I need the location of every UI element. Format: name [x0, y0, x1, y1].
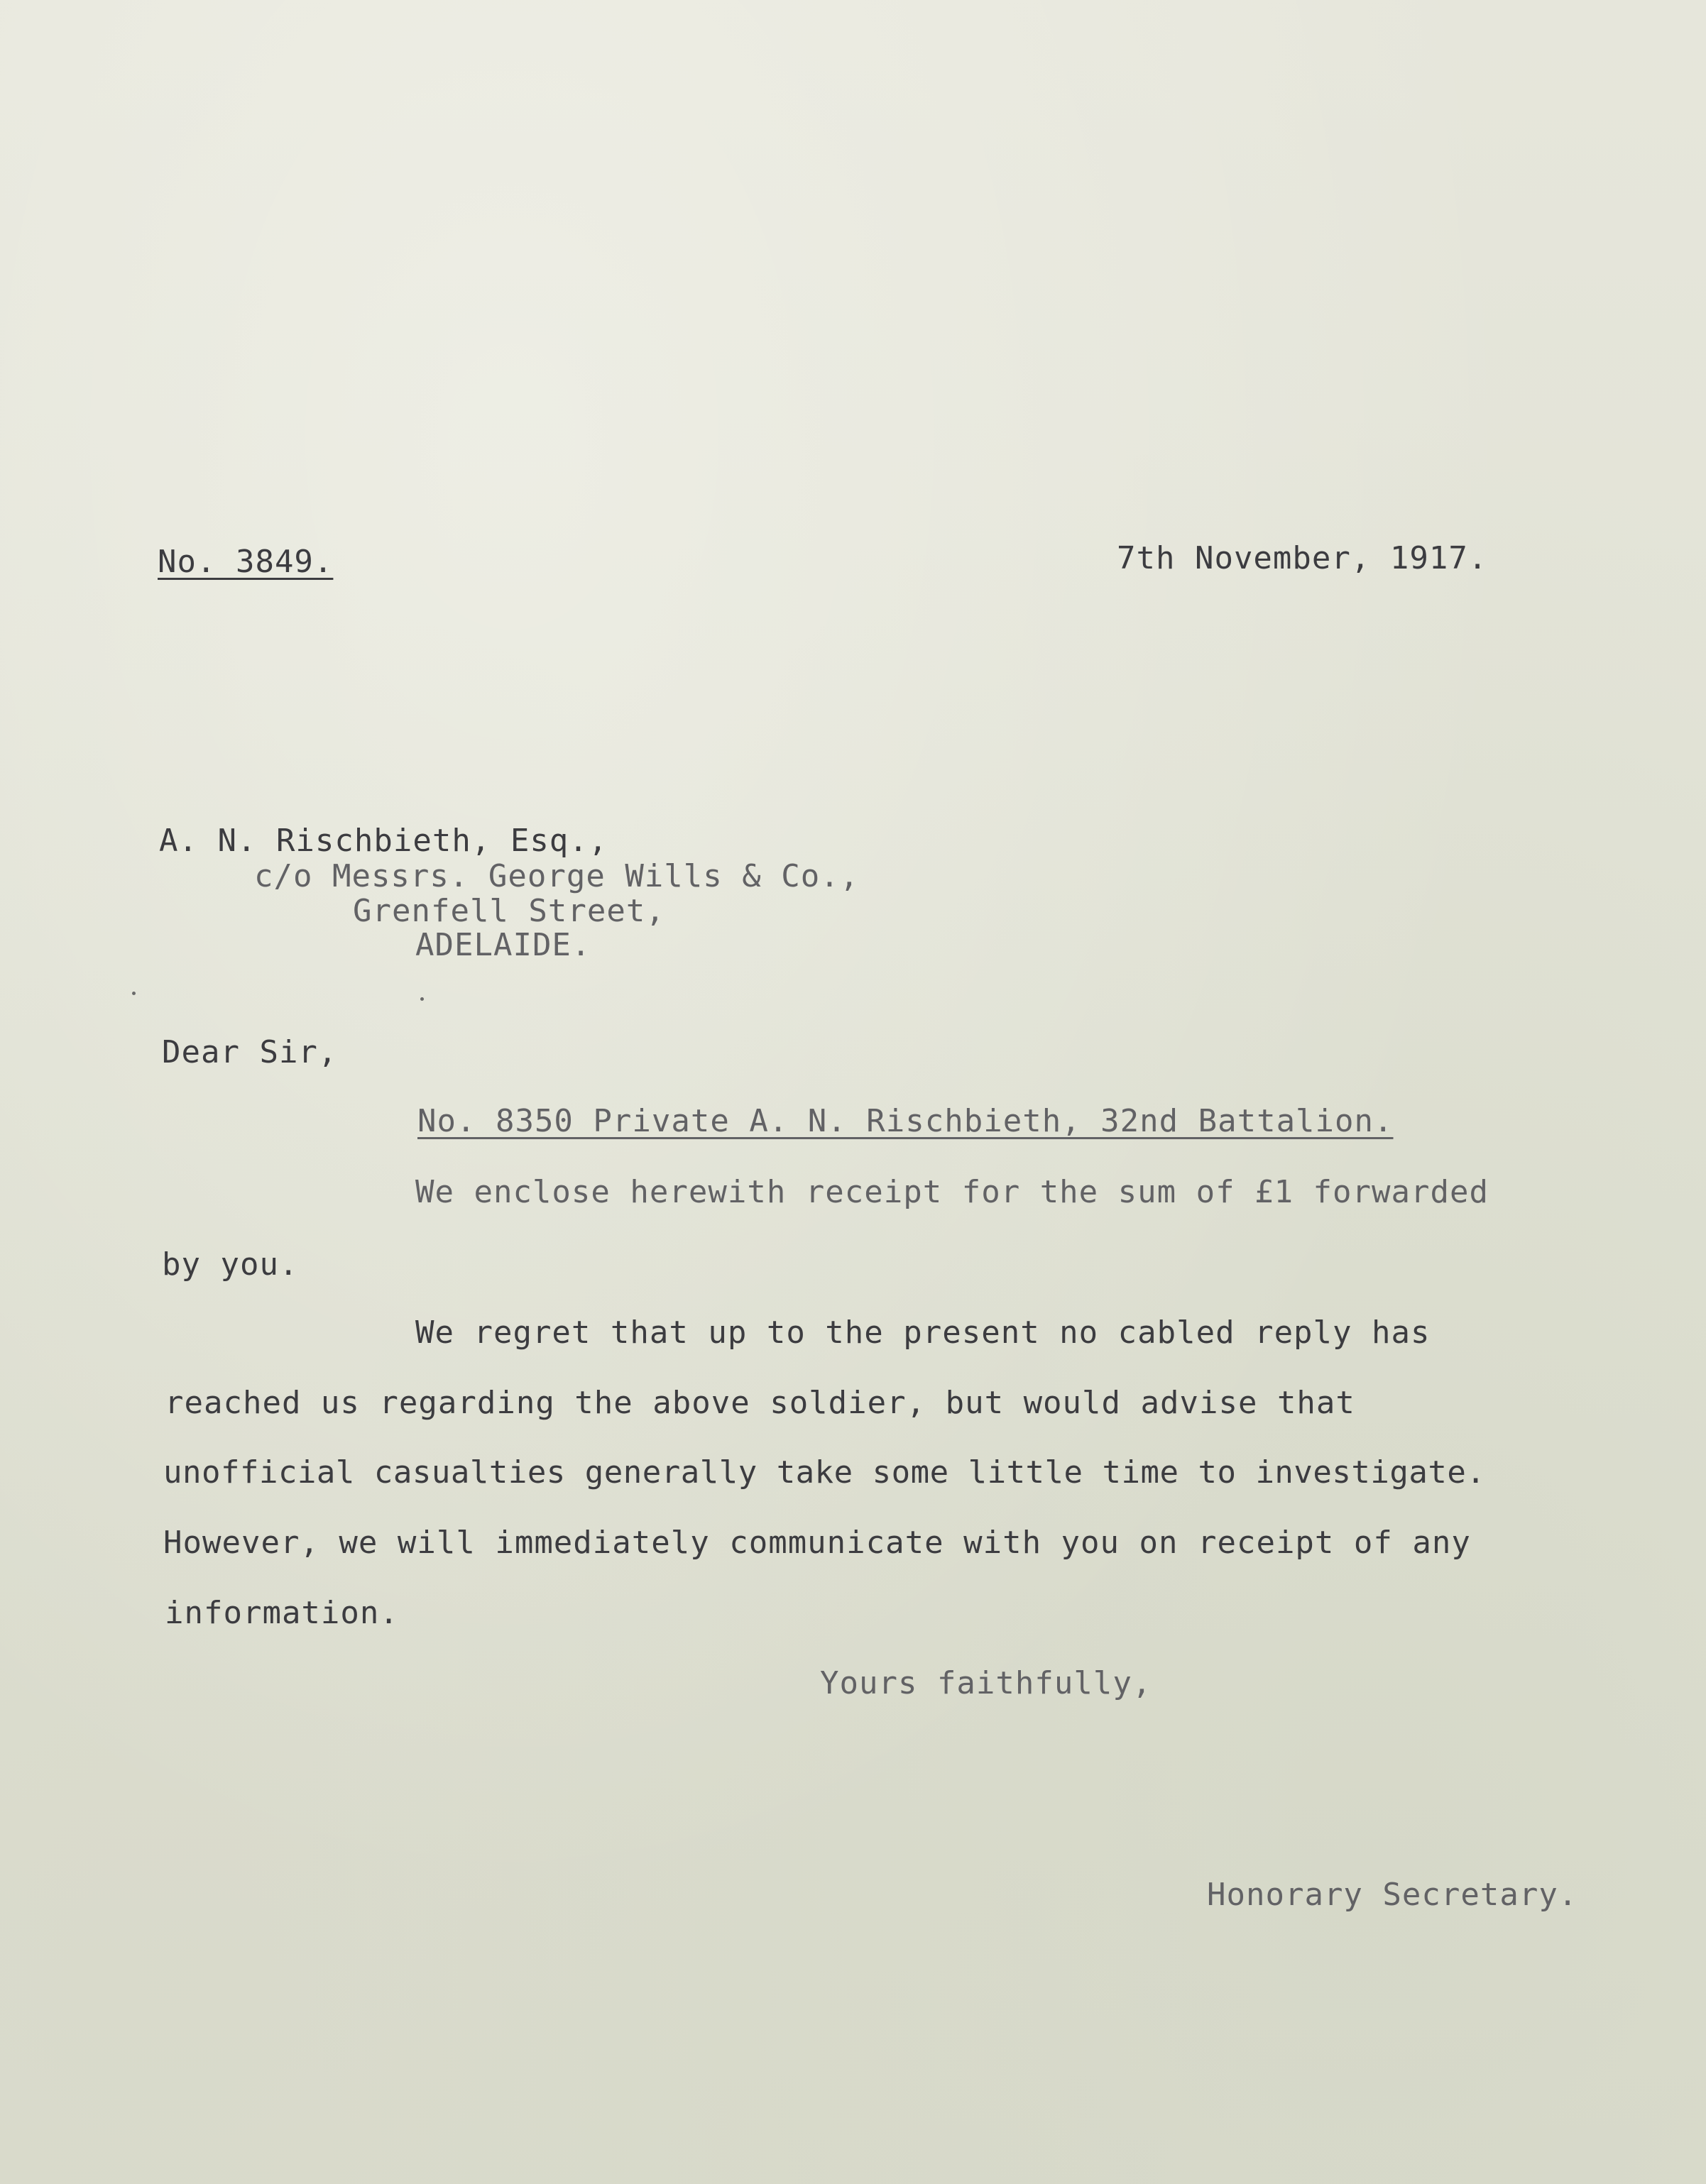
- address-line-3: Grenfell Street,: [353, 893, 665, 929]
- body-paragraph-1-line-1: We enclose herewith receipt for the sum of £1 forwarded: [415, 1174, 1489, 1210]
- body-paragraph-2-line-1: We regret that up to the present no cabled reply has: [415, 1315, 1431, 1351]
- letter-date: 7th November, 1917.: [1117, 540, 1488, 576]
- reference-number: No. 3849.: [158, 544, 334, 580]
- address-line-1: A. N. Rischbieth, Esq.,: [159, 823, 608, 859]
- paper-speck: [132, 992, 136, 995]
- body-paragraph-2-line-5: information.: [165, 1595, 399, 1631]
- body-paragraph-2-line-4: However, we will immediately communicate with you on receipt of any: [163, 1525, 1471, 1561]
- body-paragraph-1-line-2: by you.: [162, 1246, 299, 1283]
- body-paragraph-2-line-2: reached us regarding the above soldier, but would advise that: [165, 1385, 1355, 1421]
- address-line-2: c/o Messrs. George Wills & Co.,: [254, 858, 860, 894]
- signatory-title: Honorary Secretary.: [1207, 1877, 1578, 1913]
- paper-speck: [420, 997, 424, 1001]
- subject-line: No. 8350 Private A. N. Rischbieth, 32nd Battalion.: [417, 1103, 1394, 1139]
- closing: Yours faithfully,: [820, 1665, 1152, 1701]
- address-line-4: ADELAIDE.: [415, 927, 591, 963]
- body-paragraph-2-line-3: unofficial casualties generally take some little time to investigate.: [163, 1454, 1486, 1491]
- salutation: Dear Sir,: [162, 1034, 338, 1070]
